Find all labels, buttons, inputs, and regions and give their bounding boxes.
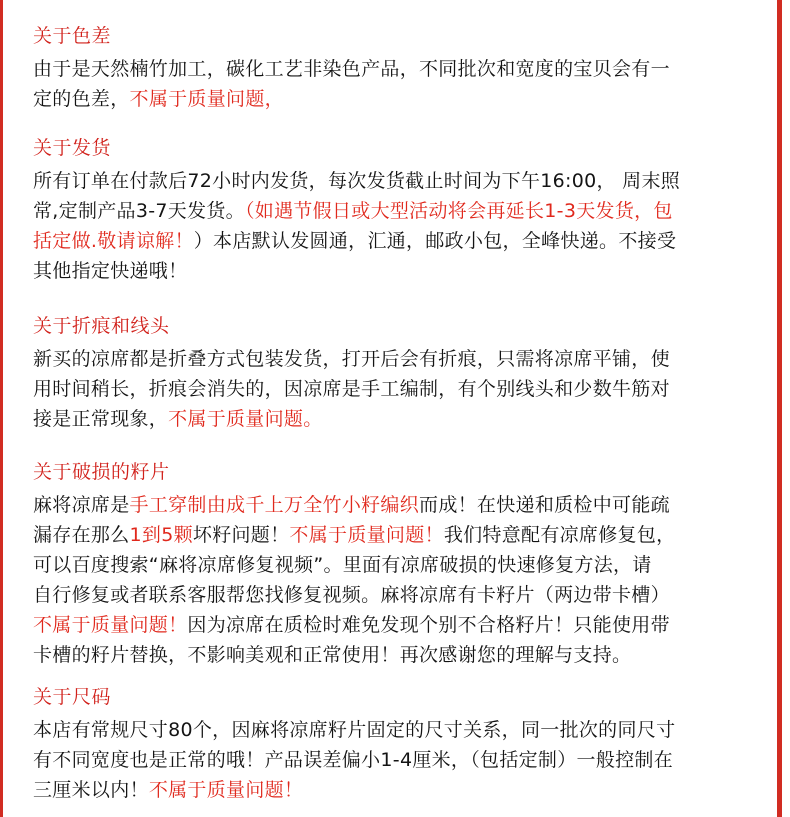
text-run: 三厘米以内！ xyxy=(33,779,149,801)
text-run: 由于是天然楠竹加工，碳化工艺非染色产品，不同批次和宽度的宝贝会有一 xyxy=(33,58,670,80)
highlight-text: 不属于质量问题， xyxy=(129,88,284,110)
body-line xyxy=(33,404,763,434)
body-line xyxy=(33,256,763,286)
highlight-text: 不属于质量问题！ xyxy=(289,524,444,546)
section-color-difference xyxy=(33,24,763,114)
text-run: 用时间稍长，折痕会消失的，因凉席是手工编制，有个别线头和少数牛筋对 xyxy=(33,378,670,400)
section-title: 关于色差 xyxy=(33,25,112,47)
section-body xyxy=(33,715,763,805)
text-run: 本店有常规尺寸80个，因麻将凉席籽片固定的尺寸关系，同一批次的同尺寸 xyxy=(33,719,676,741)
highlight-text: 括定做.敬请谅解！ xyxy=(33,230,194,252)
body-line xyxy=(33,374,763,404)
text-run: 新买的凉席都是折叠方式包装发货，打开后会有折痕，只需将凉席平铺，使 xyxy=(33,348,670,370)
text-run: 常,定制产品3-7天发货。 xyxy=(33,200,245,222)
body-line xyxy=(33,196,763,226)
body-line xyxy=(33,640,763,670)
section-creases-threads xyxy=(33,314,763,434)
section-title: 关于破损的籽片 xyxy=(33,461,170,483)
highlight-text: 手工穿制由成千上万全竹小籽编织 xyxy=(129,494,420,516)
text-run: 所有订单在付款后72小时内发货，每次发货截止时间为下午16:00， 周末照 xyxy=(33,170,681,192)
highlight-text: 1到5颗 xyxy=(129,524,193,546)
section-body xyxy=(33,54,763,114)
text-run: 有不同宽度也是正常的哦！产品误差偏小1-4厘米，（包括定制）一般控制在 xyxy=(33,749,674,771)
body-line xyxy=(33,490,763,520)
body-line xyxy=(33,580,763,610)
text-run: 卡槽的籽片替换，不影响美观和正常使用！再次感谢您的理解与支持。 xyxy=(33,644,632,666)
text-run: 我们特意配有凉席修复包， xyxy=(443,524,676,546)
body-line xyxy=(33,54,763,84)
body-line xyxy=(33,610,763,640)
section-body xyxy=(33,344,763,434)
section-title: 关于发货 xyxy=(33,137,112,159)
body-line xyxy=(33,550,763,580)
section-damaged-pieces xyxy=(33,460,763,670)
text-run: 坏籽问题！ xyxy=(192,524,290,546)
text-run: ）本店默认发圆通，汇通，邮政小包，全峰快递。不接受 xyxy=(193,230,677,252)
body-line xyxy=(33,166,763,196)
text-run: 因为凉席在质检时难免发现个别不合格籽片！只能使用带 xyxy=(187,614,670,636)
section-body xyxy=(33,166,763,286)
text-run: 自行修复或者联系客服帮您找修复视频。麻将凉席有卡籽片（两边带卡槽） xyxy=(33,584,670,606)
body-line xyxy=(33,84,763,114)
section-title: 关于尺码 xyxy=(33,686,112,708)
text-run: 其他指定快递哦！ xyxy=(33,260,188,282)
body-line xyxy=(33,344,763,374)
text-run: 可以百度搜索“麻将凉席修复视频”。里面有凉席破损的快速修复方法，请 xyxy=(33,554,652,576)
section-size xyxy=(33,685,763,805)
text-run: 漏存在那么 xyxy=(33,524,130,546)
body-line xyxy=(33,715,763,745)
body-line xyxy=(33,745,763,775)
highlight-text: 不属于质量问题。 xyxy=(168,408,323,430)
text-run: 而成！在快递和质检中可能疏 xyxy=(419,494,670,516)
highlight-text: （如遇节假日或大型活动将会再延长1-3天发货，包 xyxy=(244,200,673,222)
highlight-text: 不属于质量问题！ xyxy=(148,779,304,801)
highlight-text: 不属于质量问题！ xyxy=(33,614,188,636)
body-line xyxy=(33,775,763,805)
text-run: 定的色差， xyxy=(33,88,130,110)
section-body xyxy=(33,490,763,670)
section-shipping xyxy=(33,136,763,286)
section-title: 关于折痕和线头 xyxy=(33,315,170,337)
text-run: 麻将凉席是 xyxy=(33,494,130,516)
text-run: 接是正常现象， xyxy=(33,408,169,430)
body-line xyxy=(33,226,763,256)
body-line xyxy=(33,520,763,550)
